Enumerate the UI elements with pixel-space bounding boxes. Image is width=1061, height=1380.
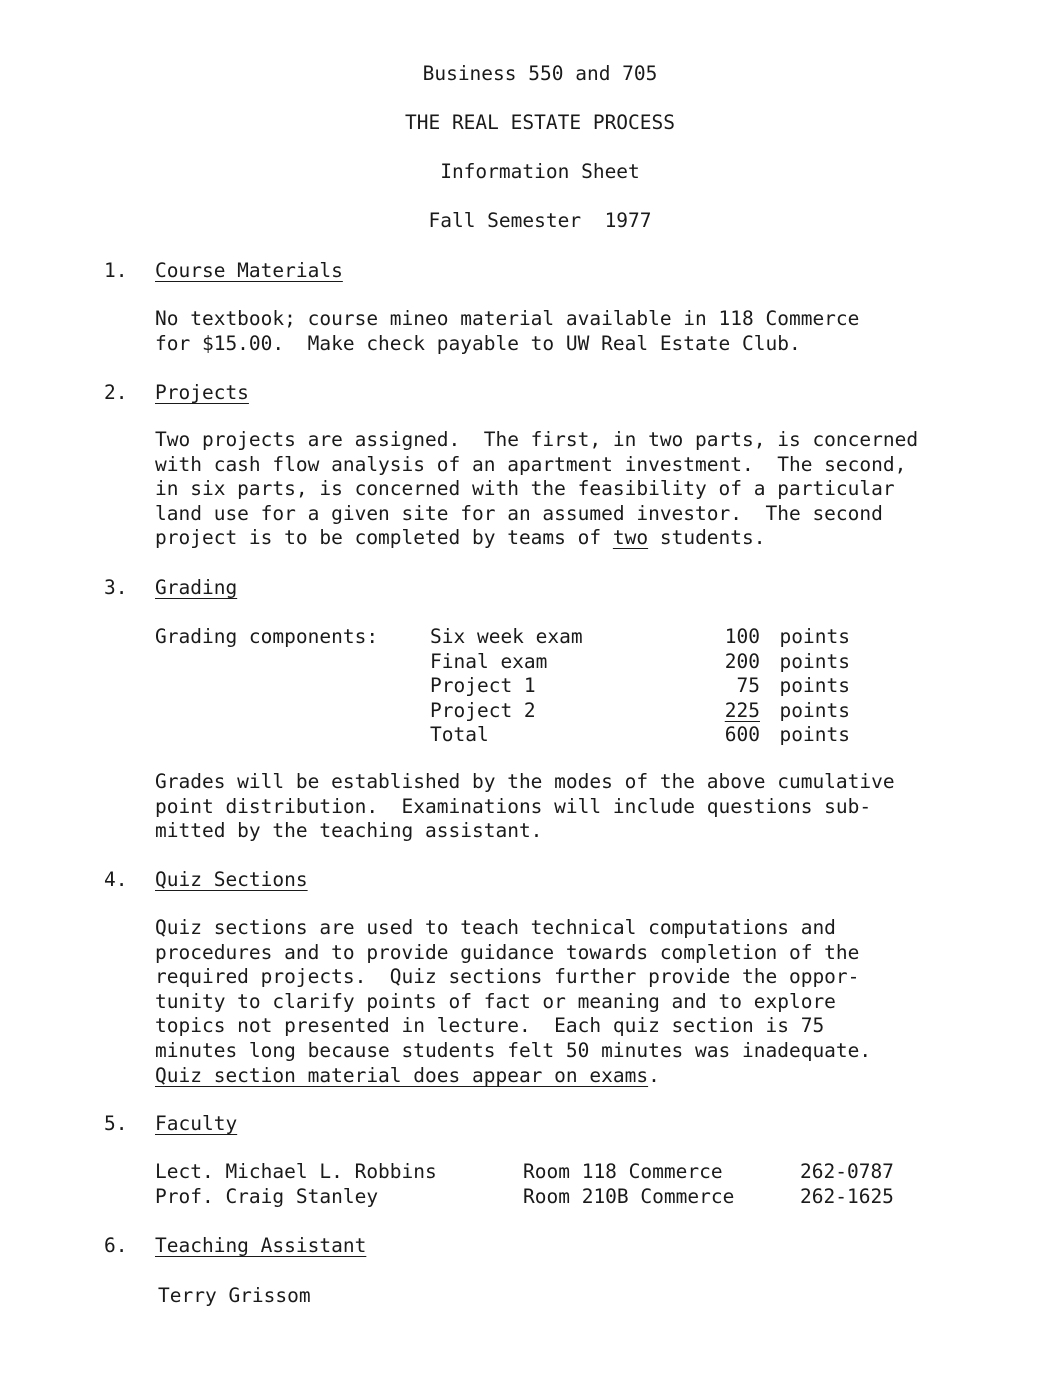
grading-components-label: Grading components: bbox=[155, 625, 379, 648]
body-line: procedures and to provide guidance towards completion of the bbox=[155, 940, 860, 964]
section-2-number: 2. bbox=[104, 381, 128, 404]
body-line: point distribution. Examinations will include questions sub- bbox=[155, 794, 872, 818]
body-line: No textbook; course mineo material available in 118 Commerce bbox=[155, 307, 860, 330]
grading-points: 75 bbox=[736, 674, 760, 698]
emphasis-two: two bbox=[612, 526, 649, 550]
section-4-body bbox=[155, 916, 1025, 1088]
faculty-room: Room 210B Commerce bbox=[523, 1185, 735, 1208]
faculty-name: Lect. Michael L. Robbins bbox=[155, 1160, 437, 1183]
body-line: Grades will be established by the modes of the above cumulative bbox=[155, 770, 895, 793]
grading-item: Final exam bbox=[430, 649, 548, 673]
section-2-body bbox=[155, 428, 1025, 551]
section-1-body bbox=[155, 307, 1025, 356]
grading-row bbox=[430, 699, 850, 724]
grading-row bbox=[430, 674, 850, 699]
body-line bbox=[155, 1064, 1025, 1089]
body-line: required projects. Quiz sections further provide the oppor- bbox=[155, 965, 860, 989]
section-3-note bbox=[155, 770, 1025, 844]
faculty-room: Room 118 Commerce bbox=[523, 1160, 723, 1183]
grading-total-row bbox=[430, 723, 850, 748]
grading-unit: points bbox=[779, 698, 850, 722]
grading-unit: points bbox=[779, 674, 850, 698]
faculty-name: Prof. Craig Stanley bbox=[155, 1185, 379, 1208]
section-4-heading: Quiz Sections bbox=[155, 868, 308, 891]
document-title: THE REAL ESTATE PROCESS bbox=[404, 111, 676, 134]
course-number: Business 550 and 705 bbox=[422, 62, 658, 85]
body-text: project is to be completed by teams of bbox=[155, 526, 613, 550]
section-6-heading: Teaching Assistant bbox=[155, 1234, 367, 1257]
body-text: students. bbox=[648, 526, 766, 550]
grading-unit: points bbox=[779, 625, 850, 648]
section-1-number: 1. bbox=[104, 259, 128, 282]
document-subtitle: Information Sheet bbox=[440, 160, 640, 183]
grading-row bbox=[430, 650, 850, 675]
grading-item: Project 2 bbox=[430, 698, 536, 722]
grading-points: 225 bbox=[724, 698, 760, 722]
grading-unit: points bbox=[779, 723, 850, 747]
section-2-heading: Projects bbox=[155, 381, 249, 404]
section-3-heading: Grading bbox=[155, 576, 238, 599]
section-3-number: 3. bbox=[104, 576, 128, 599]
body-line: minutes long because students felt 50 minutes was inadequate. bbox=[155, 1038, 872, 1062]
body-line: with cash flow analysis of an apartment investment. The second, bbox=[155, 452, 907, 476]
grading-item: Six week exam bbox=[430, 625, 583, 648]
faculty-row bbox=[155, 1160, 915, 1185]
grading-points: 600 bbox=[724, 723, 760, 747]
grading-item: Project 1 bbox=[430, 674, 536, 698]
faculty-row bbox=[155, 1185, 915, 1210]
body-text: . bbox=[648, 1063, 660, 1087]
section-5-number: 5. bbox=[104, 1112, 128, 1135]
teaching-assistant-name: Terry Grissom bbox=[158, 1284, 311, 1307]
body-line: Quiz sections are used to teach technical computations and bbox=[155, 916, 836, 939]
grading-points: 100 bbox=[724, 625, 760, 648]
body-line: tunity to clarify points of fact or meaning and to explore bbox=[155, 989, 836, 1013]
body-line: for $15.00. Make check payable to UW Real Estate Club. bbox=[155, 331, 801, 355]
section-1-heading: Course Materials bbox=[155, 259, 343, 282]
grading-unit: points bbox=[779, 649, 850, 673]
section-4-number: 4. bbox=[104, 868, 128, 891]
body-line: Two projects are assigned. The first, in two parts, is concerned bbox=[155, 428, 919, 451]
section-5-heading: Faculty bbox=[155, 1112, 238, 1135]
grading-item: Total bbox=[430, 723, 489, 747]
body-line: in six parts, is concerned with the feasibility of a particular bbox=[155, 477, 895, 501]
faculty-phone: 262-0787 bbox=[800, 1160, 894, 1183]
faculty-phone: 262-1625 bbox=[800, 1185, 894, 1208]
grading-points: 200 bbox=[724, 649, 760, 673]
body-line: topics not presented in lecture. Each quiz section is 75 bbox=[155, 1014, 825, 1038]
body-line bbox=[155, 526, 1025, 551]
body-line: land use for a given site for an assumed investor. The second bbox=[155, 501, 883, 525]
emphasis-exams: Quiz section material does appear on exams bbox=[155, 1063, 649, 1087]
section-6-number: 6. bbox=[104, 1234, 128, 1257]
body-line: mitted by the teaching assistant. bbox=[155, 819, 543, 843]
grading-row bbox=[430, 625, 850, 650]
semester: Fall Semester 1977 bbox=[428, 209, 652, 232]
